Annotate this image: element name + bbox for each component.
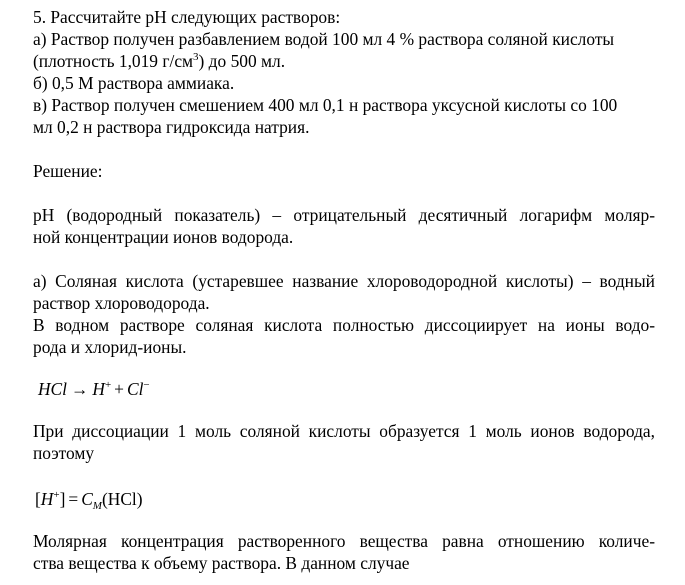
problem-a-line-2 [33,50,285,72]
problem-a-line-2-superscript: 3 [193,51,199,63]
concentration-equation [35,484,143,517]
mole-ratio-line-2: поэтому [33,443,95,463]
dissociation-line-2: рода и хлорид-ионы. [33,337,187,357]
eq1-product-1-charge: + [104,379,112,391]
eq1-reactant: HCl [38,379,67,399]
ph-definition-line-2: ной концентрации ионов водорода. [33,227,294,247]
problem-a-line-2-post: ) до 500 мл. [198,51,286,71]
dissociation-line-1: В водном растворе соляная кислота полностью диссоциирует на ионы водо- [33,315,655,335]
part-a-intro-line-2: раствор хлороводорода. [33,293,210,313]
eq1-plus: + [114,379,124,399]
part-a-intro-line-1: а) Соляная кислота (устаревшее название хлороводородной кислоты) – водный [33,271,655,291]
reaction-arrow-icon: → [71,379,89,399]
eq1-product-1: H [92,379,105,399]
eq2-subscript: M [92,500,102,512]
eq1-product-2: Cl [126,379,144,399]
molar-concentration-line-1: Молярная концентрация растворенного вещества равна отношению количе- [33,531,655,551]
problem-b-line: б) 0,5 М раствора аммиака. [33,73,235,93]
eq2-concentration-symbol: C [81,489,93,509]
eq2-ion: H [40,489,54,509]
dissociation-equation [38,374,150,400]
eq2-ion-charge: + [53,489,60,501]
eq2-right-bracket: ] [59,489,66,509]
mole-ratio-line-1: При диссоциации 1 моль соляной кислоты образуется 1 моль ионов водорода, [33,421,655,441]
solution-heading: Решение: [33,161,103,181]
eq1-product-2-charge: − [143,379,150,391]
molar-concentration-line-2: ства вещества к объему раствора. В данном случае [33,553,410,573]
eq2-left-bracket: [ [35,489,41,509]
problem-c-line-1: в) Раствор получен смешением 400 мл 0,1 н раствора уксусной кислоты со 100 [33,95,618,115]
problem-c-line-2: мл 0,2 н раствора гидроксида натрия. [33,117,310,137]
eq2-equals: = [68,489,79,509]
eq2-argument: (HCl) [101,489,143,509]
ph-definition-line-1: pH (водородный показатель) – отрицательный десятичный логарифм моляр- [33,205,655,225]
problem-a-line-2-pre: (плотность 1,019 г/см [33,51,194,71]
problem-title: 5. Рассчитайте pH следующих растворов: [33,7,341,27]
problem-a-line-1: а) Раствор получен разбавлением водой 100 мл 4 % раствора соляной кислоты [33,29,615,49]
